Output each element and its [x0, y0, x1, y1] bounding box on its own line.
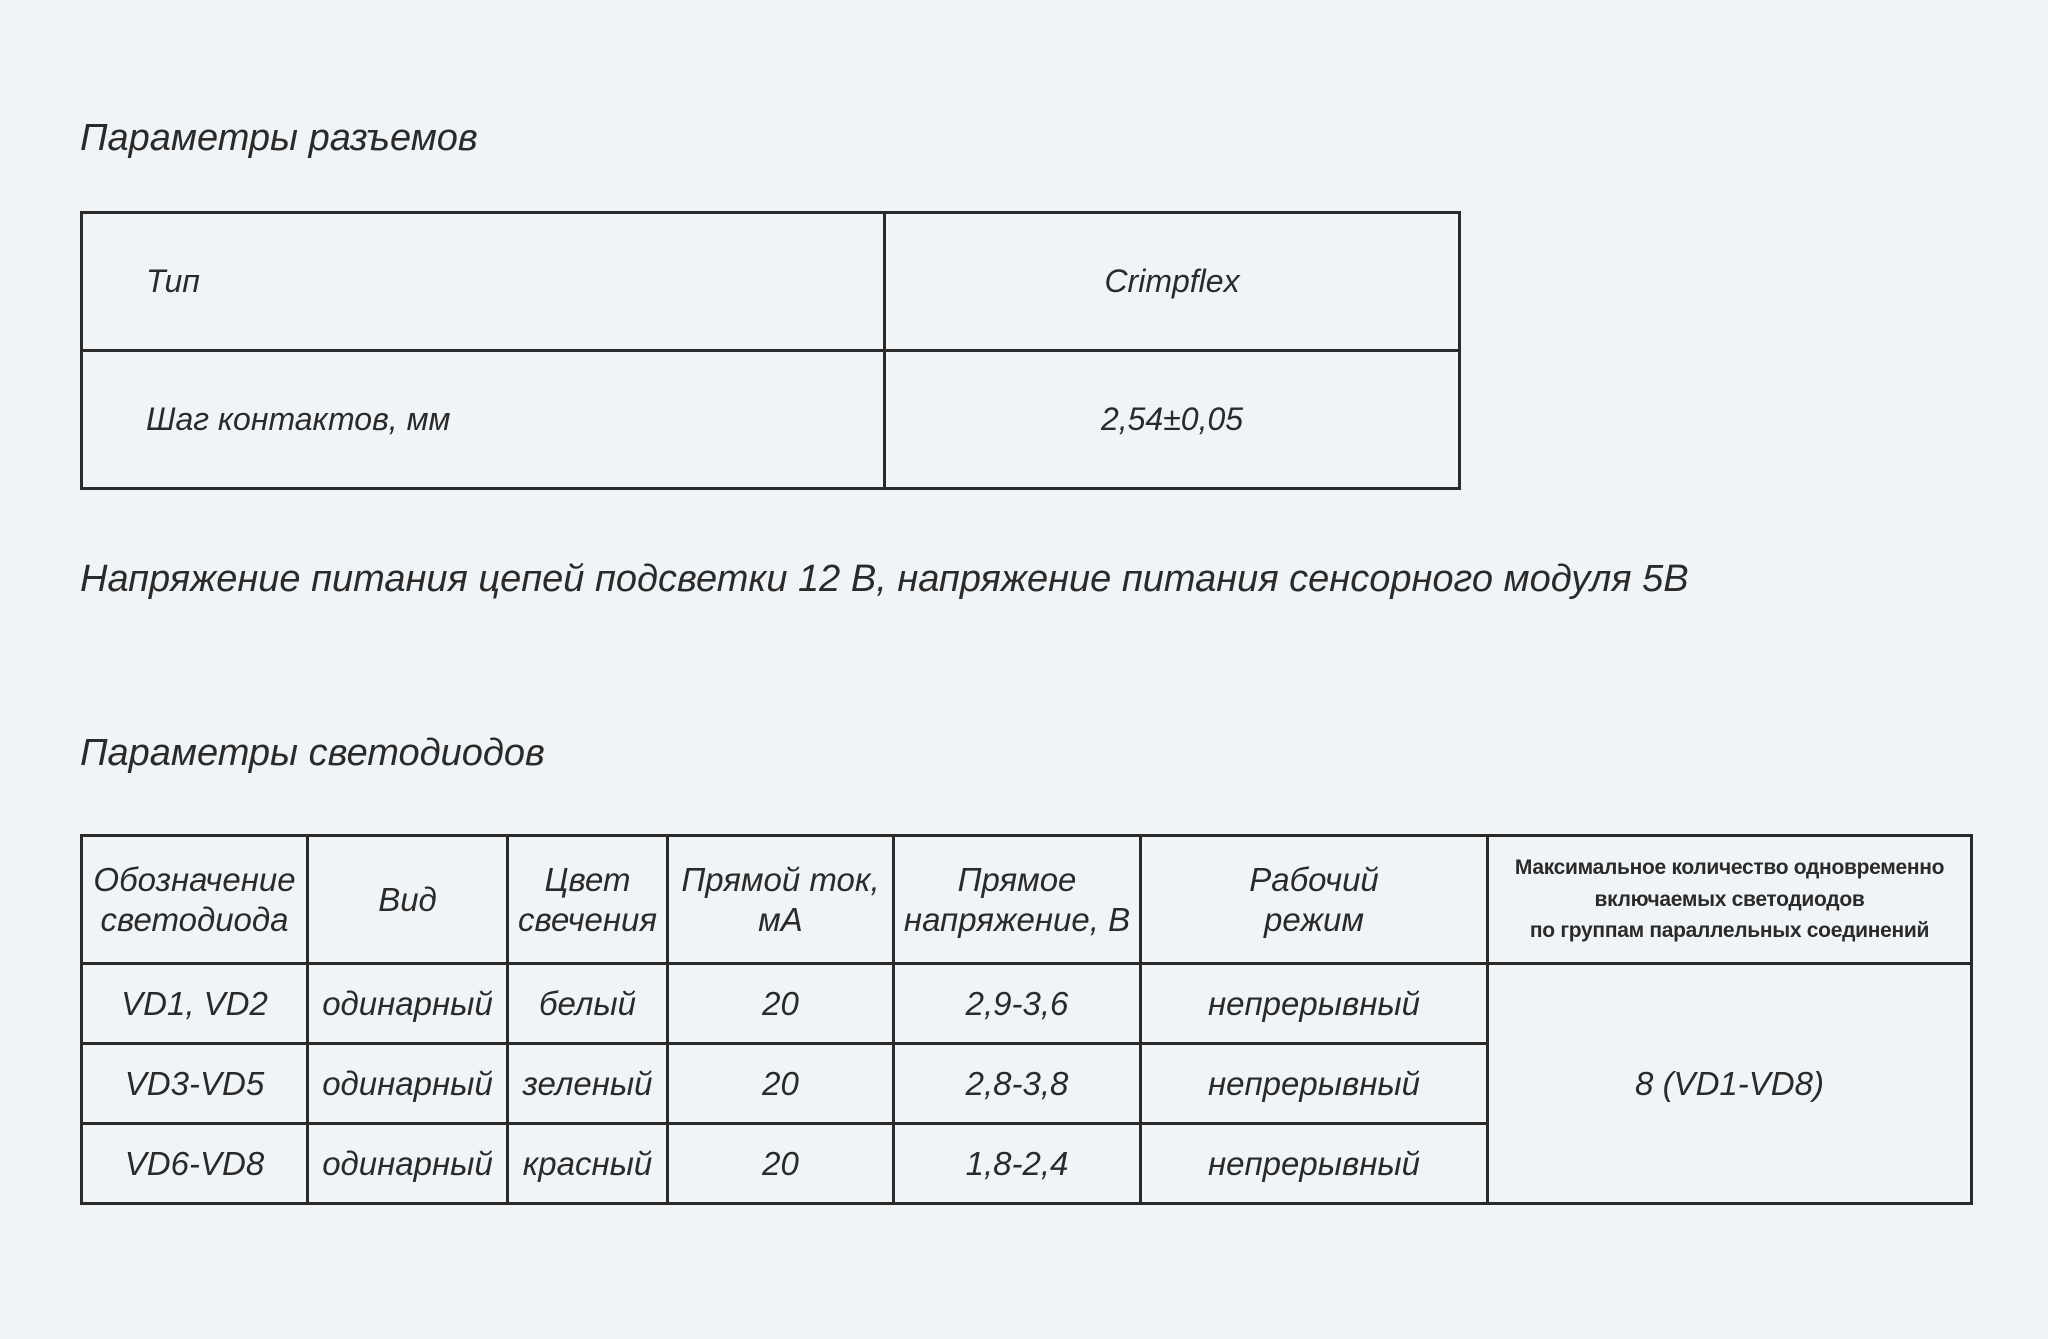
column-header-line: напряжение, В	[903, 900, 1131, 938]
led-parameters-table	[80, 834, 1973, 1205]
column-header-current	[668, 836, 894, 964]
column-header-max-simultaneous	[1488, 836, 1972, 964]
column-header-line: светодиода	[100, 900, 289, 938]
column-header-line: свечения	[517, 900, 658, 938]
column-header-line: Обозначение	[93, 860, 296, 898]
cell-designation: VD3-VD5	[82, 1044, 308, 1124]
table-row	[82, 351, 1460, 489]
column-header-line: Максимальное количество одновременно	[1514, 856, 1945, 880]
column-header-line: Вид	[378, 880, 437, 918]
column-header-designation	[82, 836, 308, 964]
column-header-line: Прямой ток,	[681, 860, 880, 898]
cell-mode: непрерывный	[1141, 1044, 1488, 1124]
cell-color: зеленый	[508, 1044, 668, 1124]
column-header-line: Рабочий	[1249, 860, 1379, 898]
supply-voltage-note: Напряжение питания цепей подсветки 12 В, напряжение питания сенсорного модуля 5В	[80, 558, 1689, 600]
column-header-voltage	[894, 836, 1141, 964]
cell-designation: VD6-VD8	[82, 1124, 308, 1204]
cell-color: белый	[508, 964, 668, 1044]
cell-voltage: 2,8-3,8	[894, 1044, 1141, 1124]
connector-param-pitch: Шаг контактов, мм	[82, 351, 885, 489]
cell-current: 20	[668, 1124, 894, 1204]
cell-kind: одинарный	[308, 964, 508, 1044]
column-header-color	[508, 836, 668, 964]
cell-current: 20	[668, 1044, 894, 1124]
column-header-line: Прямое	[957, 860, 1077, 898]
connector-value-pitch: 2,54±0,05	[885, 351, 1460, 489]
cell-mode: непрерывный	[1141, 1124, 1488, 1204]
cell-current: 20	[668, 964, 894, 1044]
column-header-line: по группам параллельных соединений	[1529, 919, 1930, 943]
column-header-mode	[1141, 836, 1488, 964]
column-header-line: режим	[1263, 900, 1364, 938]
connector-parameters-table	[80, 211, 1461, 490]
connector-param-type: Тип	[82, 213, 885, 351]
cell-voltage: 2,9-3,6	[894, 964, 1141, 1044]
table-row	[82, 213, 1460, 351]
cell-kind: одинарный	[308, 1124, 508, 1204]
cell-mode: непрерывный	[1141, 964, 1488, 1044]
cell-designation: VD1, VD2	[82, 964, 308, 1044]
connector-value-type: Crimpflex	[885, 213, 1460, 351]
column-header-line: включаемых светодиодов	[1594, 887, 1865, 911]
column-header-line: Цвет	[544, 860, 631, 898]
cell-max-simultaneous: 8 (VD1-VD8)	[1488, 964, 1972, 1204]
cell-kind: одинарный	[308, 1044, 508, 1124]
column-header-line: мА	[758, 900, 803, 938]
table-header-row	[82, 836, 1972, 964]
leds-heading: Параметры светодиодов	[80, 732, 545, 774]
cell-color: красный	[508, 1124, 668, 1204]
table-row	[82, 964, 1972, 1044]
connectors-heading: Параметры разъемов	[80, 117, 478, 159]
column-header-kind	[308, 836, 508, 964]
cell-voltage: 1,8-2,4	[894, 1124, 1141, 1204]
